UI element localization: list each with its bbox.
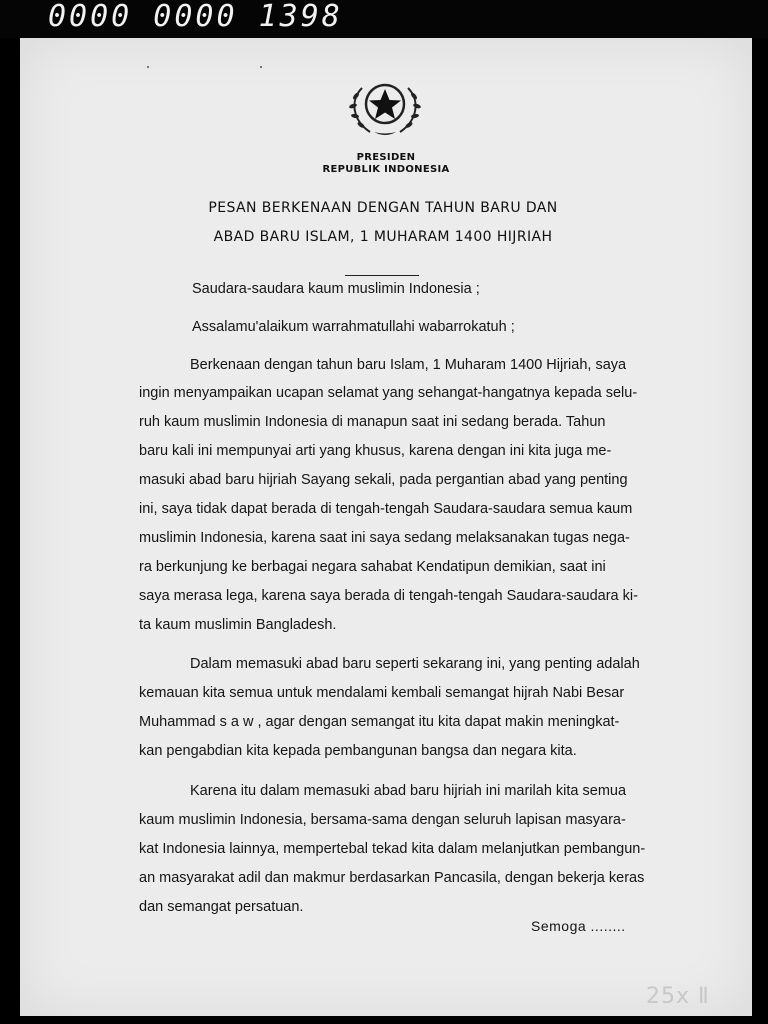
salutation-line: Saudara-saudara kaum muslimin Indonesia ; xyxy=(192,281,480,297)
document-page xyxy=(20,38,752,1016)
paragraph-line: baru kali ini mempunyai arti yang khusus, karena dengan ini kita juga me- xyxy=(139,443,612,459)
paragraph-line: ta kaum muslimin Bangladesh. xyxy=(139,617,337,633)
paper-speck xyxy=(260,66,262,68)
paragraph-line: kemauan kita semua untuk mendalami kembali semangat hijrah Nabi Besar xyxy=(139,685,625,701)
paragraph-line: masuki abad baru hijriah Sayang sekali, pada pergantian abad yang penting xyxy=(139,472,628,488)
star-wreath-emblem-icon xyxy=(340,74,430,140)
film-frame-number: 0000 0000 1398 xyxy=(48,0,343,34)
letterhead-line-republik: REPUBLIK INDONESIA xyxy=(322,164,450,175)
paper-speck xyxy=(147,66,149,68)
corner-mark: 25x Ⅱ xyxy=(646,984,710,1009)
paragraph-line: ini, saya tidak dapat berada di tengah-tengah Saudara-saudara semua kaum xyxy=(139,501,633,517)
paragraph-line: kan pengabdian kita kepada pembangunan bangsa dan negara kita. xyxy=(139,743,577,759)
title-divider xyxy=(345,275,419,276)
film-frame-header xyxy=(0,0,768,38)
paragraph-line: Berkenaan dengan tahun baru Islam, 1 Muharam 1400 Hijriah, saya xyxy=(190,357,627,373)
paragraph-line: ingin menyampaikan ucapan selamat yang sehangat-hangatnya kepada selu- xyxy=(139,385,638,401)
document-title-line-1: PESAN BERKENAAN DENGAN TAHUN BARU DAN xyxy=(208,200,558,216)
paragraph-line: kaum muslimin Indonesia, bersama-sama dengan seluruh lapisan masyara- xyxy=(139,812,626,828)
paragraph-line: ruh kaum muslimin Indonesia di manapun saat ini sedang berada. Tahun xyxy=(139,414,606,430)
paragraph-line: Dalam memasuki abad baru seperti sekarang ini, yang penting adalah xyxy=(190,656,640,672)
paragraph-line: dan semangat persatuan. xyxy=(139,899,304,915)
paragraph-line: saya merasa lega, karena saya berada di tengah-tengah Saudara-saudara ki- xyxy=(139,588,638,604)
letterhead-line-presiden: PRESIDEN xyxy=(356,152,416,163)
paragraph-line: kat Indonesia lainnya, mempertebal tekad kita dalam melanjutkan pembangun- xyxy=(139,841,646,857)
document-title-line-2: ABAD BARU ISLAM, 1 MUHARAM 1400 HIJRIAH xyxy=(213,229,553,245)
paragraph-line: Muhammad s a w , agar dengan semangat itu kita dapat makin meningkat- xyxy=(139,714,620,730)
paragraph-line: an masyarakat adil dan makmur berdasarkan Pancasila, dengan bekerja keras xyxy=(139,870,645,886)
paragraph-line: muslimin Indonesia, karena saat ini saya sedang melaksanakan tugas nega- xyxy=(139,530,630,546)
salutation-line: Assalamu'alaikum warrahmatullahi wabarrokatuh ; xyxy=(192,319,515,335)
paragraph-line: Karena itu dalam memasuki abad baru hijriah ini marilah kita semua xyxy=(190,783,627,799)
paragraph-line: ra berkunjung ke berbagai negara sahabat Kendatipun demikian, saat ini xyxy=(139,559,606,575)
continuation-text: Semoga ........ xyxy=(531,918,626,934)
